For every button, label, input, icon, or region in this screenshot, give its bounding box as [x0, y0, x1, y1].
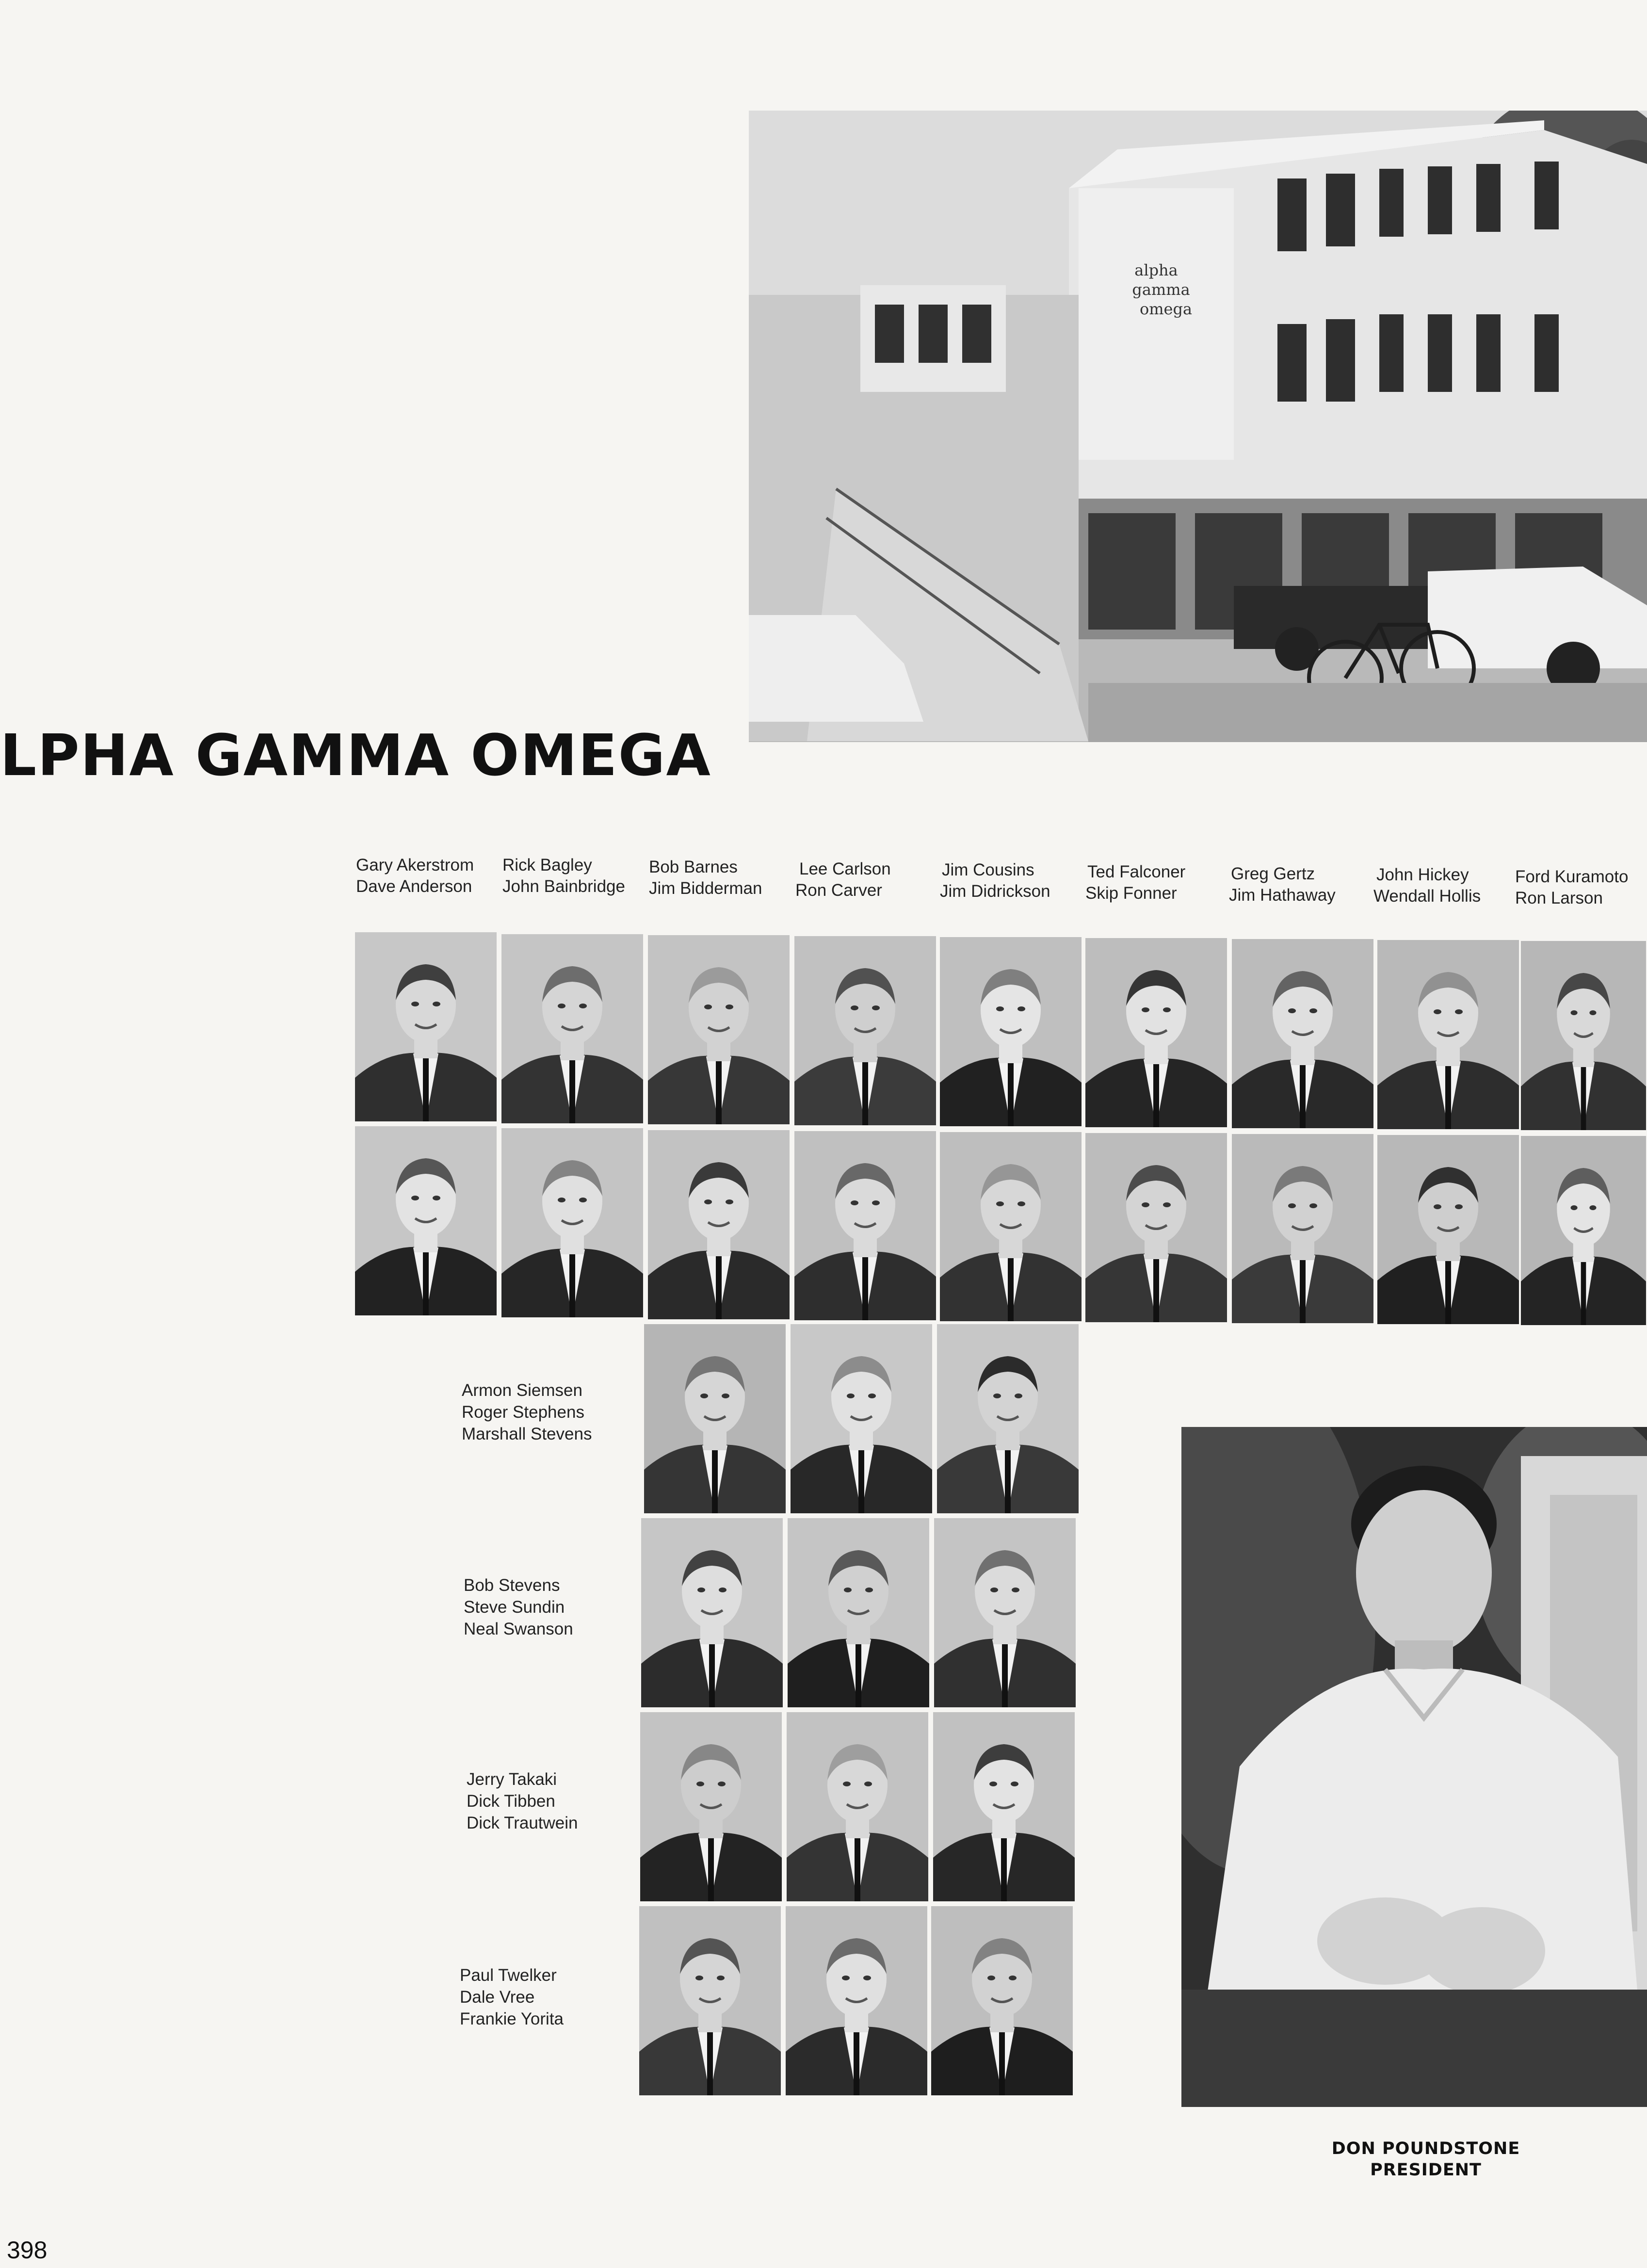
member-name: Ted Falconer: [1087, 862, 1186, 881]
member-name: Jim Hathaway: [1229, 886, 1336, 905]
member-name: Jim Cousins: [942, 860, 1034, 879]
member-name: Marshall Stevens: [462, 1425, 592, 1443]
member-name: Jim Bidderman: [649, 879, 762, 898]
name-caption-col-4: [795, 859, 891, 901]
member-name: Bob Barnes: [649, 858, 738, 876]
member-portrait: [1521, 941, 1646, 1130]
member-name: Jerry Takaki: [467, 1770, 557, 1789]
name-caption-col-1: [356, 855, 474, 897]
member-portrait: [1232, 1134, 1373, 1323]
member-portrait: [931, 1906, 1073, 2095]
name-caption-col-9: [1515, 866, 1628, 909]
member-name: Lee Carlson: [799, 859, 891, 878]
name-caption-col-6: [1085, 861, 1185, 904]
member-portrait: [355, 932, 497, 1121]
president-name: DON POUNDSTONE: [1331, 2139, 1520, 2158]
member-name: Jim Didrickson: [940, 882, 1050, 901]
member-portrait: [787, 1712, 928, 1901]
member-portrait: [644, 1324, 786, 1513]
member-portrait: [1232, 939, 1373, 1128]
member-name: Ron Carver: [795, 881, 882, 900]
member-name: Dick Tibben: [467, 1792, 555, 1811]
member-name: Bob Stevens: [464, 1576, 560, 1595]
name-group-2: [464, 1574, 573, 1640]
member-name: Gary Akerstrom: [356, 856, 474, 875]
member-name: Dick Trautwein: [467, 1814, 578, 1832]
member-name: John Hickey: [1376, 865, 1469, 884]
member-portrait: [641, 1518, 783, 1707]
member-portrait: [788, 1518, 929, 1707]
member-portrait: [791, 1324, 932, 1513]
page-number: 398: [7, 2236, 48, 2264]
member-name: Roger Stephens: [462, 1403, 584, 1422]
member-name: Dave Anderson: [356, 877, 472, 896]
member-portrait: [933, 1712, 1075, 1901]
member-name: Greg Gertz: [1231, 864, 1315, 883]
member-name: Ford Kuramoto: [1515, 867, 1629, 886]
member-portrait: [794, 1131, 936, 1320]
member-name: Neal Swanson: [464, 1620, 573, 1638]
member-portrait: [786, 1906, 927, 2095]
member-name: Dale Vree: [460, 1988, 535, 2007]
member-name: Skip Fonner: [1085, 884, 1177, 903]
name-group-4: [460, 1964, 564, 2030]
name-caption-col-7: [1229, 863, 1336, 906]
member-portrait: [794, 936, 936, 1125]
member-portrait: [648, 935, 790, 1124]
member-name: Armon Siemsen: [462, 1381, 582, 1400]
member-portrait: [937, 1324, 1079, 1513]
name-caption-col-3: [649, 857, 762, 899]
member-name: Rick Bagley: [502, 856, 592, 875]
name-caption-col-8: [1373, 864, 1481, 907]
member-portrait: [1377, 1135, 1519, 1324]
member-name: John Bainbridge: [502, 877, 625, 896]
member-portrait: [648, 1130, 790, 1319]
name-group-3: [467, 1768, 578, 1834]
house-photo: [749, 111, 1647, 742]
member-portrait: [639, 1906, 781, 2095]
member-name: Frankie Yorita: [460, 2009, 564, 2028]
member-name: Paul Twelker: [460, 1966, 557, 1985]
name-caption-col-5: [940, 859, 1050, 902]
member-name: Wendall Hollis: [1373, 887, 1481, 906]
member-name: Ron Larson: [1515, 889, 1603, 907]
member-portrait: [501, 1128, 643, 1317]
president-role: PRESIDENT: [1370, 2160, 1482, 2180]
member-portrait: [1377, 940, 1519, 1129]
member-portrait: [640, 1712, 782, 1901]
building-sign-line-1: alpha: [1134, 261, 1178, 279]
name-caption-col-2: [502, 855, 625, 897]
member-portrait: [1085, 1133, 1227, 1322]
member-portrait: [355, 1126, 497, 1315]
member-portrait: [940, 937, 1082, 1126]
member-portrait: [940, 1132, 1082, 1321]
president-photo: [1181, 1427, 1647, 2107]
member-portrait: [934, 1518, 1076, 1707]
page-title: LPHA GAMMA OMEGA: [0, 722, 711, 789]
president-caption: [1300, 2138, 1552, 2181]
member-portrait: [1085, 938, 1227, 1127]
name-group-1: [462, 1379, 592, 1445]
member-portrait: [1521, 1136, 1646, 1325]
member-name: Steve Sundin: [464, 1598, 565, 1617]
building-sign-line-2: gamma: [1132, 280, 1190, 299]
building-sign-line-3: omega: [1139, 300, 1193, 318]
member-portrait: [501, 934, 643, 1123]
